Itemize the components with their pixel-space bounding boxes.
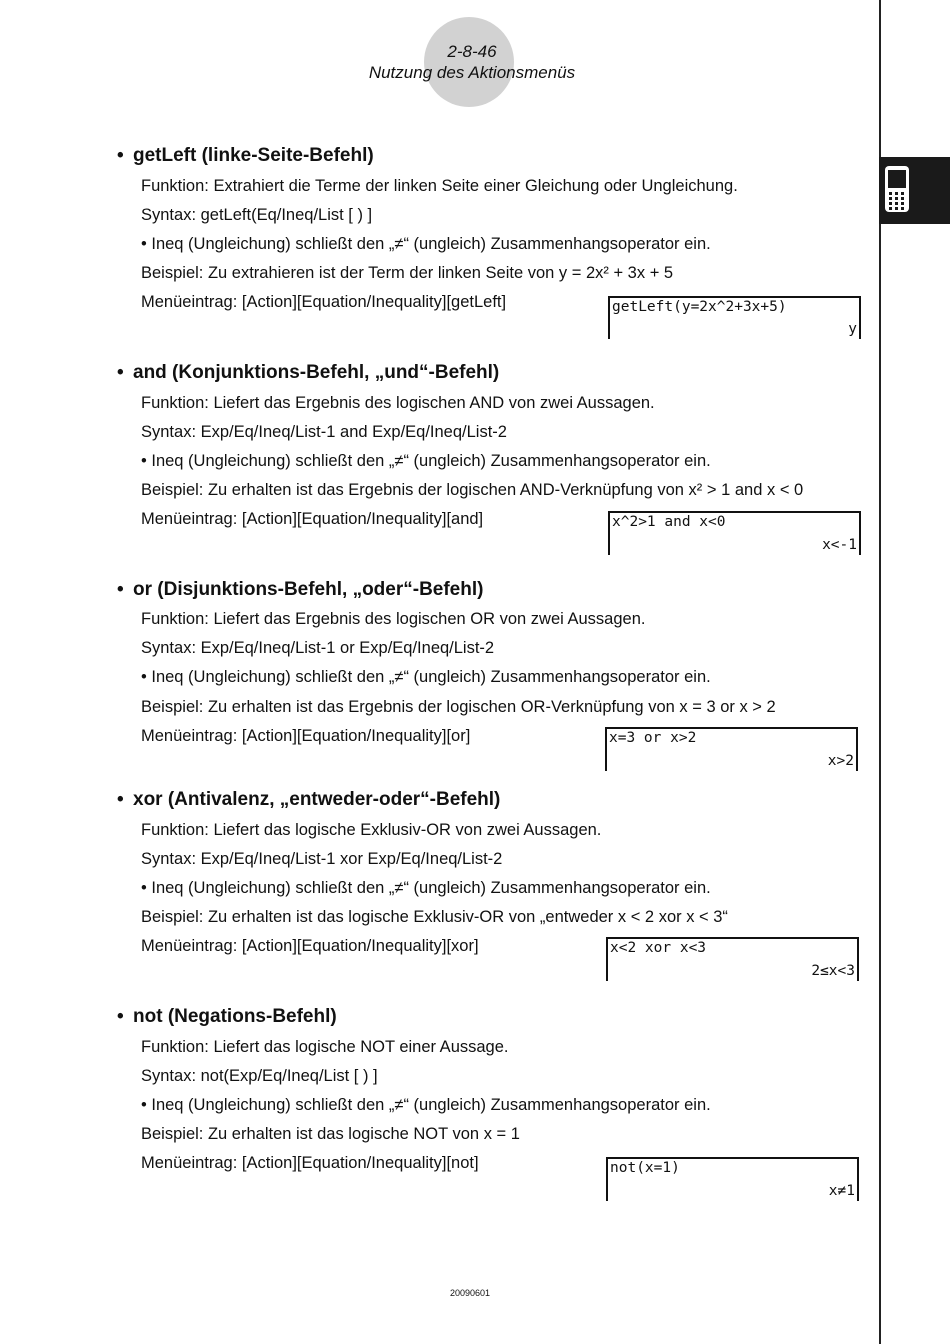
ineq-note: • Ineq (Ungleichung) schließt den „≠“ (ungleich) Zusammenhangsoperator ein.: [141, 668, 711, 686]
syntax-text: Syntax: not(Exp/Eq/Ineq/List [ ) ]: [141, 1067, 378, 1085]
ineq-note: • Ineq (Ungleichung) schließt den „≠“ (ungleich) Zusammenhangsoperator ein.: [141, 879, 711, 897]
beispiel-text: Beispiel: Zu erhalten ist das Ergebnis der logischen OR-Verknüpfung von x = 3 or x > 2: [141, 698, 776, 716]
chapter-tab: [879, 157, 950, 224]
menu-entry: Menüeintrag: [Action][Equation/Inequality][not]: [141, 1154, 479, 1172]
funktion-text: Funktion: Liefert das logische NOT einer Aussage.: [141, 1038, 509, 1056]
section-heading-and: • and (Konjunktions-Befehl, „und“-Befehl): [117, 362, 500, 383]
section-heading-or: • or (Disjunktions-Befehl, „oder“-Befehl): [117, 579, 484, 600]
funktion-text: Funktion: Liefert das logische Exklusiv-OR von zwei Aussagen.: [141, 821, 602, 839]
syntax-text: Syntax: Exp/Eq/Ineq/List-1 or Exp/Eq/Ineq/List-2: [141, 639, 495, 657]
menu-entry: Menüeintrag: [Action][Equation/Inequality][getLeft]: [141, 293, 507, 311]
screen-output: 2≤x<3: [811, 963, 855, 979]
footer-code: 20090601: [449, 1288, 491, 1298]
section-heading-not: • not (Negations-Befehl): [117, 1006, 337, 1027]
calculator-screen: [605, 727, 858, 771]
screen-input: not(x=1): [610, 1160, 680, 1176]
screen-input: x^2>1 and x<0: [612, 514, 726, 530]
funktion-text: Funktion: Liefert das Ergebnis des logischen AND von zwei Aussagen.: [141, 394, 655, 412]
funktion-text: Funktion: Extrahiert die Terme der linken Seite einer Gleichung oder Ungleichung.: [141, 177, 738, 195]
menu-entry: Menüeintrag: [Action][Equation/Inequality][or]: [141, 727, 471, 745]
syntax-text: Syntax: Exp/Eq/Ineq/List-1 and Exp/Eq/Ineq/List-2: [141, 423, 507, 441]
section-heading-getleft: • getLeft (linke-Seite-Befehl): [117, 145, 374, 166]
calculator-screen: [606, 1157, 859, 1201]
screen-input: x=3 or x>2: [609, 730, 697, 746]
screen-output: x>2: [827, 753, 854, 769]
ineq-note: • Ineq (Ungleichung) schließt den „≠“ (ungleich) Zusammenhangsoperator ein.: [141, 235, 711, 253]
beispiel-text: Beispiel: Zu erhalten ist das logische NOT von x = 1: [141, 1125, 520, 1143]
calculator-screen: [608, 296, 861, 339]
section-heading-xor: • xor (Antivalenz, „entweder-oder“-Befehl): [117, 789, 501, 810]
syntax-text: Syntax: getLeft(Eq/Ineq/List [ ) ]: [141, 206, 373, 224]
screen-output: x≠1: [828, 1183, 855, 1199]
syntax-text: Syntax: Exp/Eq/Ineq/List-1 xor Exp/Eq/Ineq/List-2: [141, 850, 503, 868]
funktion-text: Funktion: Liefert das Ergebnis des logischen OR von zwei Aussagen.: [141, 610, 646, 628]
menu-entry: Menüeintrag: [Action][Equation/Inequality][and]: [141, 510, 484, 528]
page-title: Nutzung des Aktionsmenüs: [368, 63, 576, 82]
beispiel-text: Beispiel: Zu extrahieren ist der Term der linken Seite von y = 2x² + 3x + 5: [141, 264, 674, 282]
page-number: 2-8-46: [447, 42, 497, 61]
screen-output: x<-1: [822, 537, 857, 553]
beispiel-text: Beispiel: Zu erhalten ist das logische Exklusiv-OR von „entweder x < 2 xor x < 3“: [141, 908, 728, 926]
beispiel-text: Beispiel: Zu erhalten ist das Ergebnis der logischen AND-Verknüpfung von x² > 1 and x < 0: [141, 481, 804, 499]
screen-input: x<2 xor x<3: [610, 940, 707, 956]
calculator-icon: [884, 165, 910, 213]
page-number-circle: [424, 17, 514, 107]
screen-input: getLeft(y=2x^2+3x+5): [612, 299, 787, 315]
screen-output: y: [848, 321, 857, 337]
ineq-note: • Ineq (Ungleichung) schließt den „≠“ (ungleich) Zusammenhangsoperator ein.: [141, 452, 711, 470]
calculator-screen: [606, 937, 859, 981]
ineq-note: • Ineq (Ungleichung) schließt den „≠“ (ungleich) Zusammenhangsoperator ein.: [141, 1096, 711, 1114]
calculator-screen: [608, 511, 861, 555]
menu-entry: Menüeintrag: [Action][Equation/Inequality][xor]: [141, 937, 479, 955]
